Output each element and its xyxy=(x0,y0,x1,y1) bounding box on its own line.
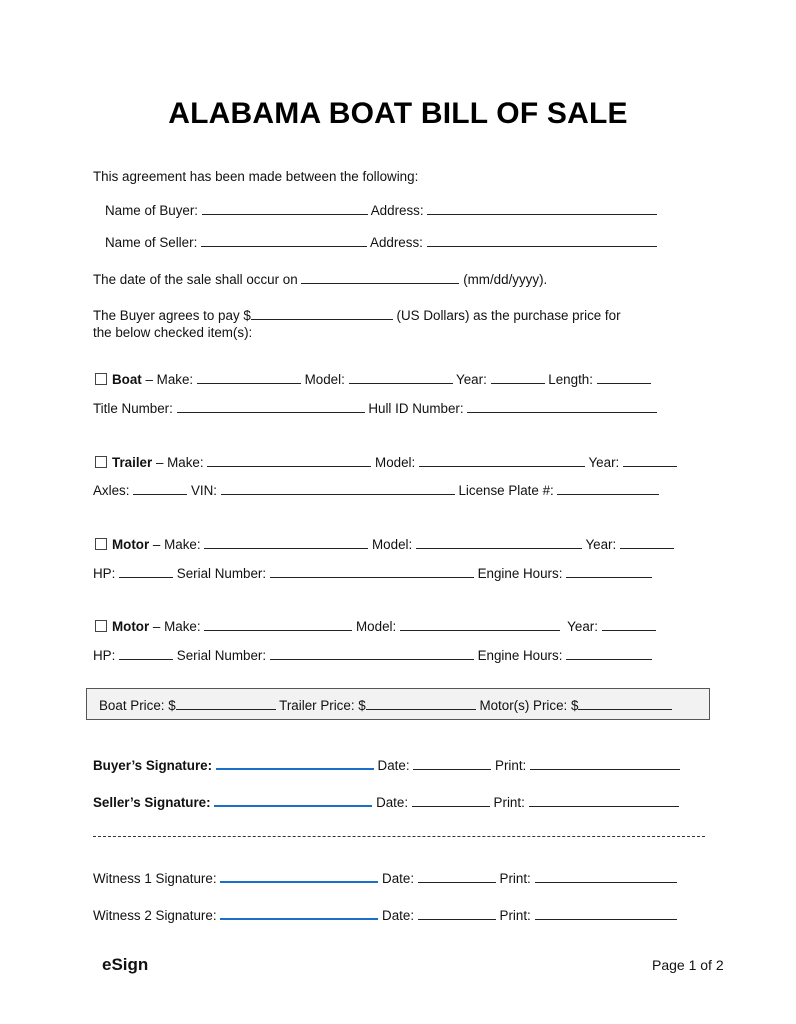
trailer-model-label: Model: xyxy=(375,455,416,470)
payment-suffix: (US Dollars) as the purchase price for xyxy=(396,308,621,323)
buyer-address-field[interactable] xyxy=(427,202,657,215)
boat-make-label: – Make: xyxy=(145,372,194,387)
seller-name-label: Name of Seller: xyxy=(105,235,198,250)
motor1-row-1 xyxy=(95,536,674,552)
witness1-signature-label: Witness 1 Signature: xyxy=(93,871,217,886)
document-title: ALABAMA BOAT BILL OF SALE xyxy=(168,97,628,130)
seller-address-label: Address: xyxy=(370,235,423,250)
seller-print-field[interactable] xyxy=(529,794,679,807)
motor1-hp-field[interactable] xyxy=(119,565,173,578)
witness2-row xyxy=(93,906,677,923)
witness1-signature-field[interactable] xyxy=(220,869,378,883)
motor2-model-label: Model: xyxy=(356,619,397,634)
seller-signature-row xyxy=(93,793,679,810)
motor2-hp-label: HP: xyxy=(93,648,116,663)
sale-date-format: (mm/dd/yyyy). xyxy=(463,272,548,287)
motor2-checkbox[interactable] xyxy=(95,620,107,632)
trailer-price-field[interactable] xyxy=(366,697,476,710)
witness1-date-field[interactable] xyxy=(418,870,496,883)
motor1-make-field[interactable] xyxy=(204,536,368,549)
motor1-model-field[interactable] xyxy=(416,536,582,549)
trailer-make-label: – Make: xyxy=(155,455,204,470)
axles-field[interactable] xyxy=(133,482,187,495)
motor1-year-label: Year: xyxy=(585,537,617,552)
motor1-hours-field[interactable] xyxy=(566,565,652,578)
buyer-signature-field[interactable] xyxy=(216,756,374,770)
witness1-row xyxy=(93,869,677,886)
boat-price-label: Boat Price: $ xyxy=(99,698,176,713)
hull-id-field[interactable] xyxy=(467,400,657,413)
seller-date-label: Date: xyxy=(376,795,409,810)
license-plate-label: License Plate #: xyxy=(458,483,554,498)
motor1-hp-label: HP: xyxy=(93,566,116,581)
witness2-signature-label: Witness 2 Signature: xyxy=(93,908,217,923)
buyer-signature-label: Buyer’s Signature: xyxy=(93,758,213,773)
motors-price-label: Motor(s) Price: $ xyxy=(479,698,579,713)
motors-price-field[interactable] xyxy=(578,697,672,710)
boat-checkbox[interactable] xyxy=(95,373,107,385)
trailer-price-label: Trailer Price: $ xyxy=(279,698,366,713)
boat-length-label: Length: xyxy=(548,372,593,387)
title-number-field[interactable] xyxy=(177,400,365,413)
boat-model-label: Model: xyxy=(304,372,345,387)
buyer-date-field[interactable] xyxy=(413,757,491,770)
seller-signature-label: Seller’s Signature: xyxy=(93,795,211,810)
title-number-label: Title Number: xyxy=(93,401,173,416)
license-plate-field[interactable] xyxy=(557,482,659,495)
buyer-name-label: Name of Buyer: xyxy=(105,203,199,218)
sale-date-field[interactable] xyxy=(301,271,459,284)
sale-date-label: The date of the sale shall occur on xyxy=(93,272,298,287)
seller-name-field[interactable] xyxy=(201,234,367,247)
boat-row-2 xyxy=(93,400,657,416)
motor2-serial-field[interactable] xyxy=(270,647,474,660)
motor1-year-field[interactable] xyxy=(620,536,674,549)
buyer-date-label: Date: xyxy=(377,758,410,773)
seller-print-label: Print: xyxy=(493,795,525,810)
price-row xyxy=(99,697,672,713)
buyer-print-field[interactable] xyxy=(530,757,680,770)
witness2-date-field[interactable] xyxy=(418,907,496,920)
seller-row xyxy=(105,234,657,250)
boat-price-field[interactable] xyxy=(176,697,276,710)
witness1-print-field[interactable] xyxy=(535,870,677,883)
trailer-model-field[interactable] xyxy=(419,454,585,467)
witness2-date-label: Date: xyxy=(382,908,415,923)
trailer-make-field[interactable] xyxy=(207,454,371,467)
vin-label: VIN: xyxy=(190,483,217,498)
axles-label: Axles: xyxy=(93,483,130,498)
boat-heading: Boat xyxy=(112,372,142,387)
motor1-model-label: Model: xyxy=(372,537,413,552)
boat-row-1 xyxy=(95,371,651,387)
motor2-model-field[interactable] xyxy=(400,618,560,631)
trailer-checkbox[interactable] xyxy=(95,456,107,468)
motor1-make-label: – Make: xyxy=(152,537,201,552)
boat-make-field[interactable] xyxy=(197,371,301,384)
trailer-year-label: Year: xyxy=(588,455,620,470)
motor2-make-label: – Make: xyxy=(152,619,201,634)
seller-address-field[interactable] xyxy=(427,234,657,247)
seller-date-field[interactable] xyxy=(412,794,490,807)
dashed-divider xyxy=(93,836,705,837)
buyer-address-label: Address: xyxy=(370,203,424,218)
motor2-heading: Motor xyxy=(112,619,150,634)
boat-year-label: Year: xyxy=(456,372,487,387)
boat-year-field[interactable] xyxy=(491,371,545,384)
trailer-year-field[interactable] xyxy=(623,454,677,467)
hull-id-label: Hull ID Number: xyxy=(368,401,464,416)
motor1-heading: Motor xyxy=(112,537,150,552)
witness2-print-label: Print: xyxy=(499,908,531,923)
witness2-signature-field[interactable] xyxy=(220,906,378,920)
motor2-year-field[interactable] xyxy=(602,618,656,631)
payment-amount-field[interactable] xyxy=(251,307,393,320)
motor2-serial-label: Serial Number: xyxy=(176,648,267,663)
buyer-row xyxy=(105,202,657,218)
motor2-hours-label: Engine Hours: xyxy=(477,648,563,663)
vin-field[interactable] xyxy=(221,482,455,495)
buyer-signature-row xyxy=(93,756,680,773)
motor2-hp-field[interactable] xyxy=(119,647,173,660)
intro-text: This agreement has been made between the following: xyxy=(93,169,419,184)
motor2-row-1 xyxy=(95,618,656,634)
buyer-name-field[interactable] xyxy=(202,202,368,215)
seller-signature-field[interactable] xyxy=(214,793,372,807)
motor2-make-field[interactable] xyxy=(204,618,352,631)
payment-line2: the below checked item(s): xyxy=(93,325,253,340)
motor2-year-label: Year: xyxy=(567,619,598,634)
buyer-print-label: Print: xyxy=(495,758,527,773)
motor1-checkbox[interactable] xyxy=(95,538,107,550)
witness1-print-label: Print: xyxy=(499,871,531,886)
witness1-date-label: Date: xyxy=(382,871,415,886)
motor2-row-2 xyxy=(93,647,652,663)
sale-date-row xyxy=(93,271,547,287)
motor1-serial-label: Serial Number: xyxy=(176,566,267,581)
motor1-serial-field[interactable] xyxy=(270,565,474,578)
motor2-hours-field[interactable] xyxy=(566,647,652,660)
payment-label: The Buyer agrees to pay $ xyxy=(93,308,251,323)
esign-logo: eSign xyxy=(102,955,149,974)
motor1-hours-label: Engine Hours: xyxy=(477,566,563,581)
boat-length-field[interactable] xyxy=(597,371,651,384)
trailer-row-1 xyxy=(95,454,677,470)
boat-model-field[interactable] xyxy=(349,371,453,384)
motor1-row-2 xyxy=(93,565,652,581)
witness2-print-field[interactable] xyxy=(535,907,677,920)
trailer-heading: Trailer xyxy=(112,455,153,470)
trailer-row-2 xyxy=(93,482,659,498)
page-number: Page 1 of 2 xyxy=(652,957,724,973)
payment-row xyxy=(93,307,621,323)
